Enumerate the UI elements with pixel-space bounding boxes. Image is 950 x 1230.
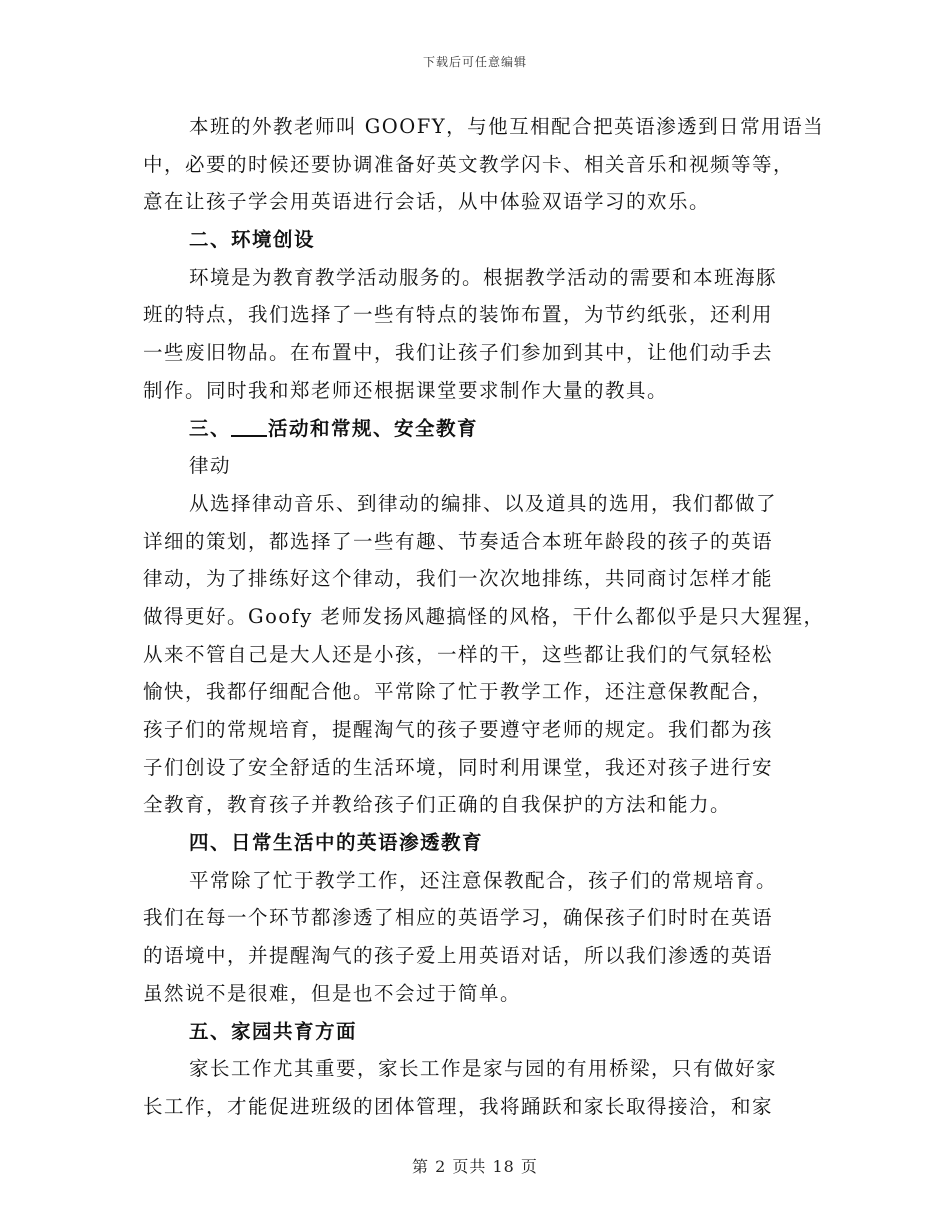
paragraph-line: 从来不管自己是大人还是小孩，一样的干，这些都让我们的气氛轻松: [143, 642, 774, 666]
paragraph-line: 的语境中，并提醒淘气的孩子爱上用英语对话，所以我们渗透的英语: [143, 944, 774, 968]
page-footer: 第 2 页共 18 页: [412, 1157, 538, 1176]
paragraph-line: 律动，为了排练好这个律动，我们一次次地排练，共同商讨怎样才能: [143, 567, 774, 591]
section-heading-english: 四、日常生活中的英语渗透教育: [189, 831, 484, 855]
paragraph-line: 一些废旧物品。在布置中，我们让孩子们参加到其中，让他们动手去: [143, 341, 774, 365]
paragraph-line: 平常除了忙于教学工作，还注意保教配合，孩子们的常规培育。: [189, 868, 778, 892]
paragraph-line: 孩子们的常规培育，提醒淘气的孩子要遵守老师的规定。我们都为孩: [143, 718, 774, 741]
section-heading-activities: [143, 410, 823, 448]
paragraph-line: 班的特点，我们选择了一些有特点的装饰布置，为节约纸张，还利用: [143, 303, 774, 327]
heading-text: 活动和常规、安全教育: [268, 416, 479, 440]
heading-number: 三、: [189, 416, 232, 440]
subheading-rhythm: 律动: [189, 454, 232, 478]
paragraph-line: 详细的策划，都选择了一些有趣、节奏适合本班年龄段的孩子的英语: [143, 529, 774, 553]
paragraph-line: 意在让孩子学会用英语进行会话，从中体验双语学习的欢乐。: [143, 190, 711, 214]
paragraph-line: 中，必要的时候还要协调准备好英文教学闪卡、相关音乐和视频等等，: [143, 152, 795, 176]
paragraph-line: 做得更好。Goofy 老师发扬风趣搞怪的风格，干什么都似乎是只大猩猩，: [143, 604, 825, 628]
paragraph-line: 制作。同时我和郑老师还根据课堂要求制作大量的教具。: [143, 378, 669, 402]
paragraph-line: 长工作，才能促进班级的团体管理，我将踊跃和家长取得接洽，和家: [143, 1094, 774, 1118]
paragraph-line: 从选择律动音乐、到律动的编排、以及道具的选用，我们都做了: [189, 491, 778, 515]
paragraph-line: 本班的外教老师叫 GOOFY，与他互相配合把英语渗透到日常用语当: [189, 115, 825, 138]
paragraph-line: 我们在每一个环节都渗透了相应的英语学习，确保孩子们时时在英语: [143, 906, 774, 930]
paragraph-line: 虽然说不是很难，但是也不会过于简单。: [143, 981, 522, 1005]
page-header: 下载后可任意编辑: [422, 55, 527, 69]
paragraph-line: 环境是为教育教学活动服务的。根据教学活动的需要和本班海豚: [189, 265, 778, 289]
blank-underline: [231, 415, 267, 437]
section-heading-home-school: 五、家园共育方面: [189, 1019, 358, 1043]
paragraph-line: 全教育，教育孩子并教给孩子们正确的自我保护的方法和能力。: [143, 793, 732, 817]
section-heading-environment: 二、环境创设: [189, 228, 316, 252]
document-body: [143, 108, 823, 1126]
paragraph-line: 愉快，我都仔细配合他。平常除了忙于教学工作，还注意保教配合，: [143, 680, 774, 704]
paragraph-line: 子们创设了安全舒适的生活环境，同时利用课堂，我还对孩子进行安: [143, 755, 774, 779]
paragraph-line: 家长工作尤其重要，家长工作是家与园的有用桥梁，只有做好家: [189, 1057, 778, 1081]
